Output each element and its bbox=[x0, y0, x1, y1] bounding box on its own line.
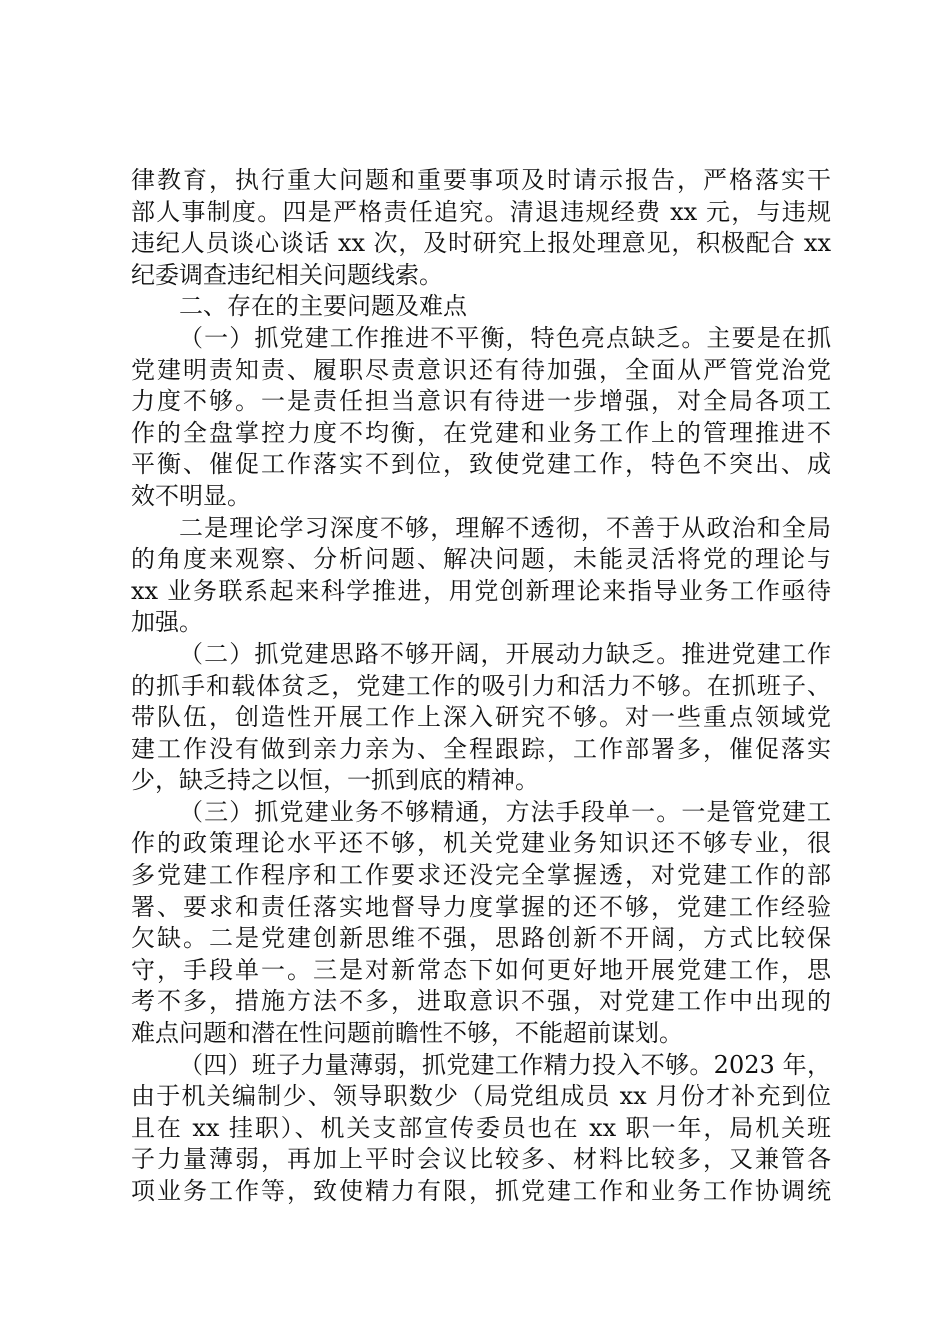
text-line: 欠缺。二是党建创新思维不强，思路创新不开阔，方式比较保 bbox=[131, 924, 831, 953]
text-line: 党建明责知责、履职尽责意识还有待加强，全面从严管党治党 bbox=[131, 355, 831, 384]
text-line: 由于机关编制少、领导职数少（局党组成员 xx 月份才补充到位 bbox=[131, 1082, 831, 1111]
text-line: 带队伍，创造性开展工作上深入研究不够。对一些重点领域党 bbox=[131, 703, 831, 732]
text-line: xx 业务联系起来科学推进，用党创新理论来指导业务工作亟待 bbox=[131, 576, 831, 605]
text-line: 纪委调查违纪相关问题线索。 bbox=[131, 260, 443, 289]
text-line: 律教育，执行重大问题和重要事项及时请示报告，严格落实干 bbox=[131, 166, 831, 194]
text-line: 多党建工作程序和工作要求还没完全掌握透，对党建工作的部 bbox=[131, 861, 831, 890]
text-line: 的抓手和载体贫乏，党建工作的吸引力和活力不够。在抓班子、 bbox=[131, 671, 831, 700]
text-line: 效不明显。 bbox=[131, 481, 251, 510]
document-body bbox=[131, 165, 831, 1208]
section-heading: 二、存在的主要问题及难点 bbox=[179, 292, 467, 321]
text-line: 加强。 bbox=[131, 608, 203, 637]
text-line: 作的全盘掌控力度不均衡，在党建和业务工作上的管理推进不 bbox=[131, 418, 831, 447]
text-line: 作的政策理论水平还不够，机关党建业务知识还不够专业，很 bbox=[131, 829, 831, 858]
text-line: 二是理论学习深度不够，理解不透彻，不善于从政治和全局 bbox=[179, 513, 831, 542]
text-line: （四）班子力量薄弱，抓党建工作精力投入不够。2023 年， bbox=[179, 1050, 831, 1079]
text-line: 平衡、催促工作落实不到位，致使党建工作，特色不突出、成 bbox=[131, 450, 831, 479]
text-line: 难点问题和潜在性问题前瞻性不够，不能超前谋划。 bbox=[131, 1019, 683, 1048]
text-line: 考不多，措施方法不多，进取意识不强，对党建工作中出现的 bbox=[131, 987, 831, 1016]
text-line: 违纪人员谈心谈话 xx 次，及时研究上报处理意见，积极配合 xx bbox=[131, 229, 831, 258]
text-line: （二）抓党建思路不够开阔，开展动力缺乏。推进党建工作 bbox=[179, 639, 831, 668]
text-line: 守，手段单一。三是对新常态下如何更好地开展党建工作，思 bbox=[131, 955, 831, 984]
text-line: 建工作没有做到亲力亲为、全程跟踪，工作部署多，催促落实 bbox=[131, 734, 831, 763]
text-line: 力度不够。一是责任担当意识有待进一步增强，对全局各项工 bbox=[131, 387, 831, 416]
text-line: （一）抓党建工作推进不平衡，特色亮点缺乏。主要是在抓 bbox=[179, 323, 831, 352]
text-line: （三）抓党建业务不够精通，方法手段单一。一是管党建工 bbox=[179, 797, 831, 826]
text-line: 部人事制度。四是严格责任追究。清退违规经费 xx 元，与违规 bbox=[131, 197, 831, 226]
text-line: 署、要求和责任落实地督导力度掌握的还不够，党建工作经验 bbox=[131, 892, 831, 921]
text-line: 少，缺乏持之以恒，一抓到底的精神。 bbox=[131, 766, 539, 795]
text-line: 子力量薄弱，再加上平时会议比较多、材料比较多，又兼管各 bbox=[131, 1145, 831, 1174]
text-line: 的角度来观察、分析问题、解决问题，未能灵活将党的理论与 bbox=[131, 545, 831, 574]
text-line: 且在 xx 挂职）、机关支部宣传委员也在 xx 职一年，局机关班 bbox=[131, 1113, 831, 1142]
text-line: 项业务工作等，致使精力有限，抓党建工作和业务工作协调统 bbox=[131, 1177, 831, 1205]
